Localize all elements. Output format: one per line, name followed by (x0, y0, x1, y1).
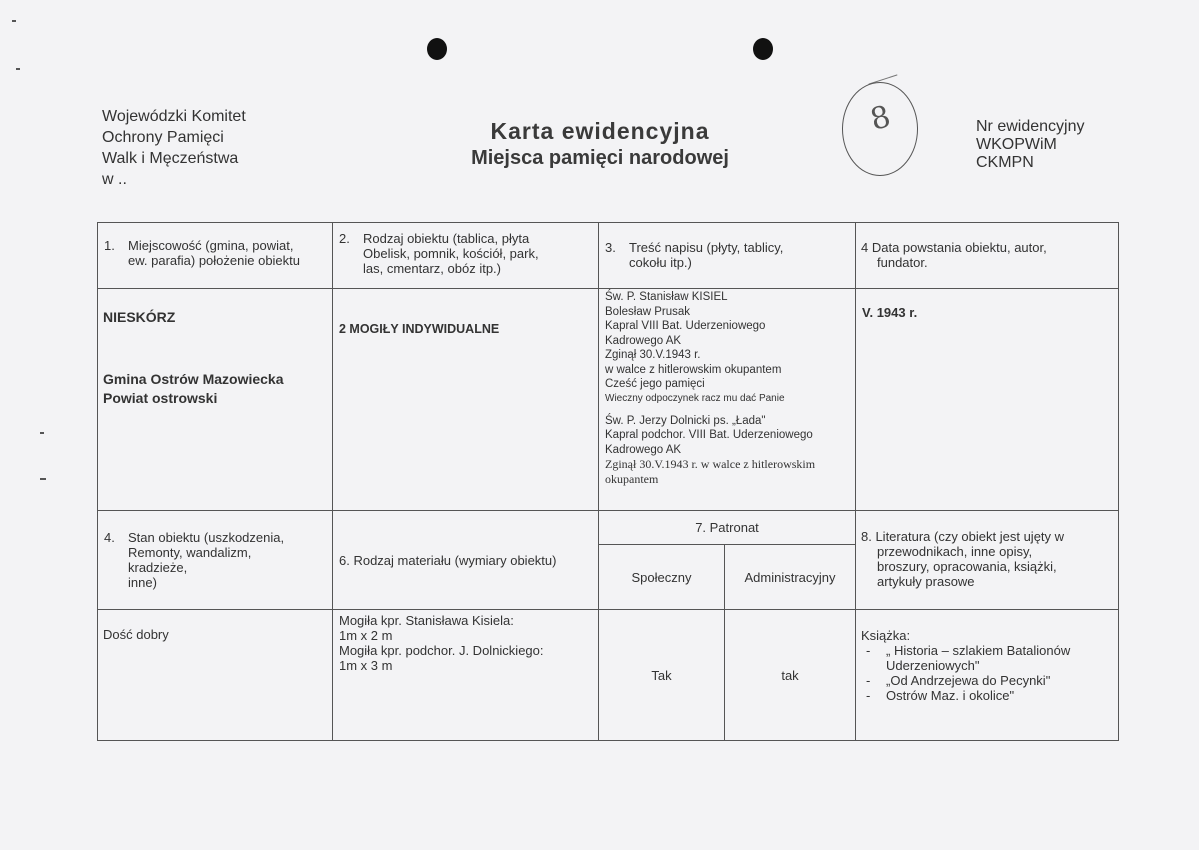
header-text: broszury, opracowania, książki, (877, 559, 1057, 574)
title-main: Karta ewidencyjna (490, 118, 710, 144)
header-patronage-admin: Administracyjny (744, 570, 836, 585)
literature-list (861, 643, 1116, 703)
list-dash: - (866, 673, 871, 688)
header-literature (861, 529, 1116, 589)
handwritten-stamp (842, 82, 918, 176)
location-admin-line: Powiat ostrowski (103, 390, 218, 406)
column-number: 2. (339, 231, 350, 246)
material-cell (339, 613, 594, 673)
literature-item-text: Ostrów Maz. i okolice" (886, 688, 1015, 703)
header-object-type (339, 231, 594, 276)
scan-speck (40, 432, 44, 434)
nr-line: CKMPN (976, 154, 1034, 171)
organization-name (102, 106, 246, 190)
inscription-line: Zginął 30.V.1943 r. w walce z hitlerowskim (605, 457, 816, 471)
title-sub: Miejsca pamięci narodowej (471, 147, 729, 169)
header-patronage: 7. Patronat (695, 520, 759, 535)
header-text: artykuły prasowe (877, 574, 975, 589)
literature-item (861, 673, 1116, 688)
header-material: 6. Rodzaj materiału (wymiary obiektu) (339, 553, 557, 568)
material-line: 1m x 3 m (339, 658, 393, 673)
inscription-cell (605, 290, 853, 486)
inscription-line: Kadrowego AK (605, 334, 682, 347)
header-text: przewodnikach, inne opisy, (877, 544, 1033, 559)
condition-value: Dość dobry (103, 627, 169, 642)
material-line: Mogiła kpr. podchor. J. Dolnickiego: (339, 643, 544, 658)
nr-line: Nr ewidencyjny (976, 118, 1085, 135)
header-text: Remonty, wandalizm, (128, 545, 252, 560)
inscription-line: okupantem (605, 471, 659, 486)
material-line: Mogiła kpr. Stanisława Kisiela: (339, 613, 514, 628)
org-line: w .. (102, 171, 127, 188)
inscription-line: Bolesław Prusak (605, 305, 691, 318)
header-text: inne) (128, 575, 157, 590)
date-value: V. 1943 r. (862, 305, 918, 320)
header-patronage-social: Społeczny (631, 570, 692, 585)
inscription-line: Zginął 30.V.1943 r. (605, 349, 701, 361)
header-text: Stan obiektu (uszkodzenia, (128, 530, 285, 545)
literature-item-text: „Od Andrzejewa do Pecynki" (886, 673, 1051, 688)
header-text: ew. parafia) położenie obiektu (128, 253, 301, 268)
punch-hole-left (427, 38, 447, 60)
header-text: cokołu itp.) (629, 255, 692, 270)
literature-item-text: „ Historia – szlakiem Batalionów Uderzeniowych" (886, 643, 1071, 673)
column-number: 4. (104, 530, 115, 545)
inscription-line: Św. P. Stanisław KISIEL (605, 291, 728, 303)
literature-cell (861, 628, 1116, 703)
header-text: Rodzaj obiektu (tablica, płyta (363, 231, 530, 246)
inscription-line: w walce z hitlerowskim okupantem (605, 363, 782, 376)
list-dash: - (866, 688, 871, 703)
scan-speck (40, 478, 46, 480)
nr-line: WKOPWiM (976, 136, 1057, 153)
patronage-social-value: Tak (651, 668, 672, 683)
patronage-admin-value: tak (781, 668, 799, 683)
inscription-line: Cześć jego pamięci (605, 378, 705, 390)
header-text: kradzieże, (128, 560, 188, 575)
document-title (400, 118, 800, 170)
scan-speck (16, 68, 20, 70)
location-admin-line: Gmina Ostrów Mazowiecka (103, 371, 284, 387)
column-number: 3. (605, 240, 616, 255)
stamp-number: 8 (866, 99, 895, 138)
inscription-line: Kapral VIII Bat. Uderzeniowego (605, 320, 766, 332)
org-line: Ochrony Pamięci (102, 129, 224, 146)
location-name: NIESKÓRZ (103, 309, 176, 325)
header-inscription (605, 240, 853, 270)
column-number: 1. (104, 238, 115, 253)
header-location (104, 238, 329, 268)
punch-hole-right (753, 38, 773, 60)
header-text: Miejscowość (gmina, powiat, (128, 238, 294, 253)
header-text: 8. Literatura (czy obiekt jest ujęty w (861, 529, 1065, 544)
header-text: Treść napisu (płyty, tablicy, (629, 240, 784, 255)
scan-speck (12, 20, 16, 22)
header-text: fundator. (877, 255, 928, 270)
inscription-line: Kapral podchor. VIII Bat. Uderzeniowego (605, 429, 813, 441)
header-condition (104, 530, 329, 590)
literature-item (861, 643, 1116, 673)
header-text: Obelisk, pomnik, kościół, park, (363, 246, 539, 261)
literature-item (861, 688, 1116, 703)
literature-title: Książka: (861, 628, 911, 643)
object-type-value: 2 MOGIŁY INDYWIDUALNE (339, 322, 500, 336)
header-date-author (861, 240, 1116, 270)
inscription-line: Kadrowego AK (605, 443, 682, 456)
list-dash: - (866, 643, 871, 658)
registry-number-block (976, 118, 1084, 172)
inscription-line: Wieczny odpoczynek racz mu dać Panie (605, 392, 785, 404)
location-cell (103, 310, 328, 408)
inscription-line: Św. P. Jerzy Dolnicki ps. „Łada" (605, 414, 766, 427)
header-text: las, cmentarz, obóz itp.) (363, 261, 501, 276)
org-line: Wojewódzki Komitet (102, 108, 246, 125)
material-line: 1m x 2 m (339, 628, 393, 643)
header-text: 4 Data powstania obiektu, autor, (861, 240, 1047, 255)
org-line: Walk i Męczeństwa (102, 150, 239, 167)
